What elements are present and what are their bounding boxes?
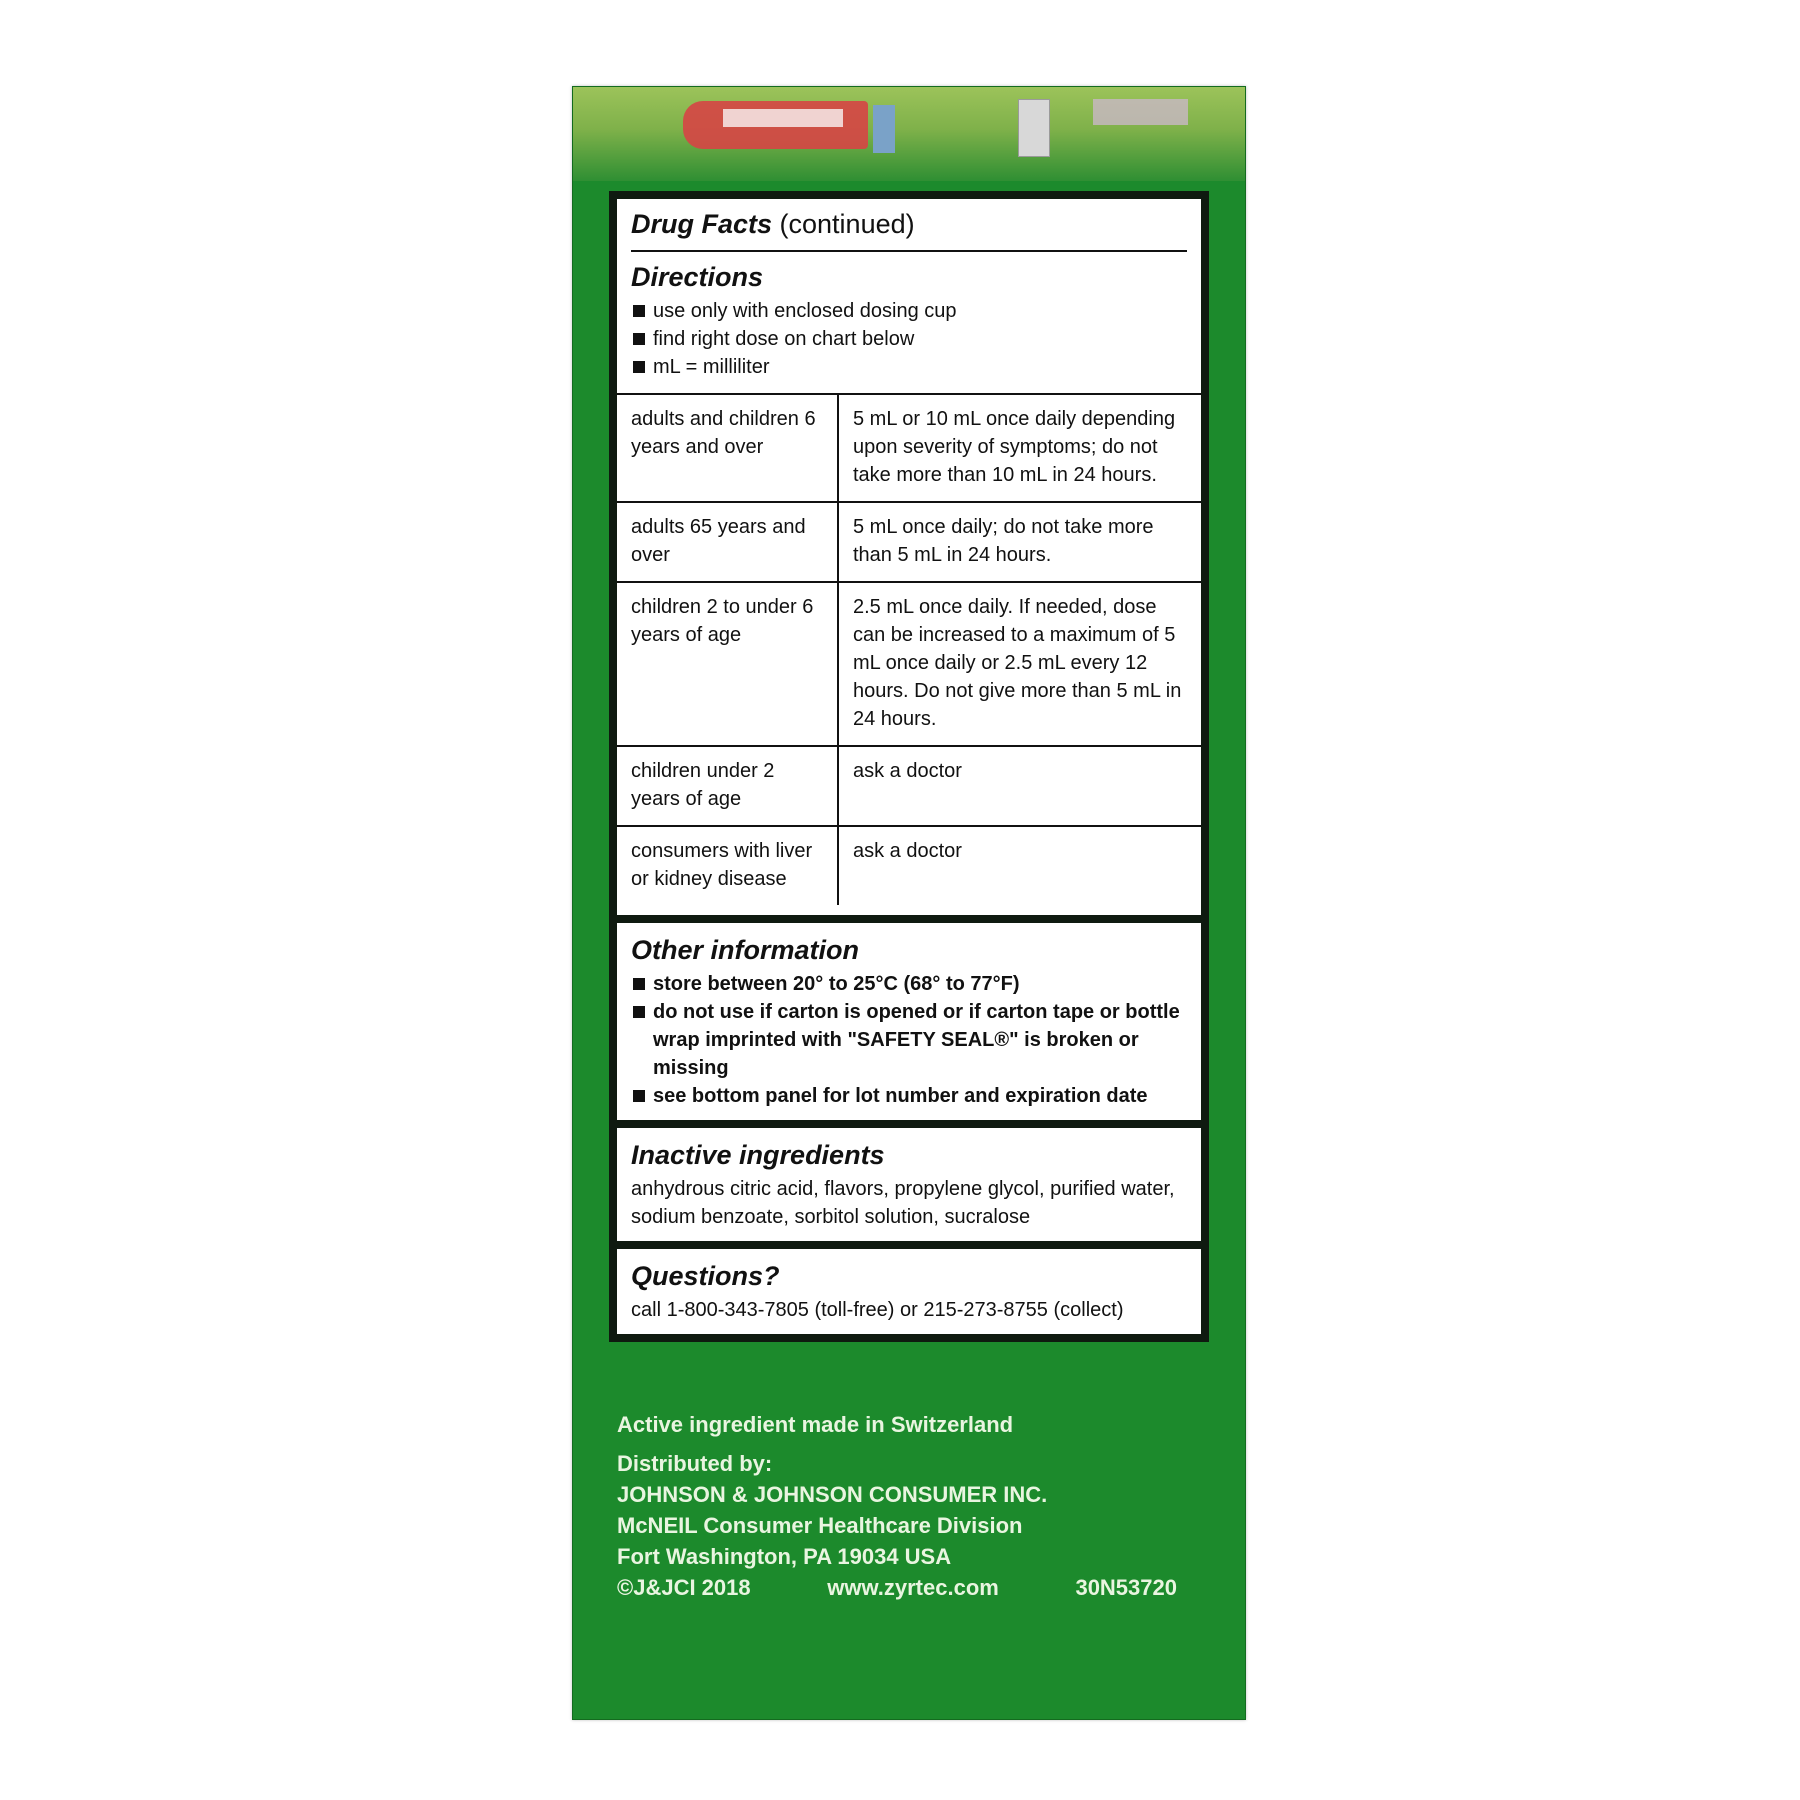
flap-sticker-graphic <box>1093 99 1188 125</box>
drug-facts-title-rest: (continued) <box>772 209 915 239</box>
drug-facts-title <box>631 209 1187 252</box>
age-group-cell: children under 2 years of age <box>617 746 838 826</box>
division-name: McNEIL Consumer Healthcare Division <box>617 1513 1023 1538</box>
other-information-bullet: see bottom panel for lot number and expiration date <box>631 1082 1187 1110</box>
medicine-box-side-panel <box>572 86 1246 1720</box>
table-row <box>617 394 1201 502</box>
directions-bullet: find right dose on chart below <box>631 325 1187 353</box>
product-code: 30N53720 <box>1075 1575 1177 1600</box>
drug-facts-title-bold: Drug Facts <box>631 209 773 239</box>
table-row <box>617 582 1201 746</box>
questions-text: call 1-800-343-7805 (toll-free) or 215-273-8755 (collect) <box>631 1299 1124 1321</box>
age-group-cell: children 2 to under 6 years of age <box>617 582 838 746</box>
website-text: www.zyrtec.com <box>827 1575 999 1600</box>
table-row <box>617 746 1201 826</box>
table-row <box>617 826 1201 905</box>
drug-facts-panel <box>609 191 1209 1342</box>
other-information-heading: Other information <box>631 935 859 965</box>
inactive-ingredients-section <box>617 1128 1201 1241</box>
table-row <box>617 502 1201 582</box>
age-group-cell: adults and children 6 years and over <box>617 394 838 502</box>
distributor-footer <box>617 1409 1217 1603</box>
distributed-by-label: Distributed by: <box>617 1451 773 1476</box>
other-information-bullet: do not use if carton is opened or if carton tape or bottle wrap imprinted with "SAFETY SEAL®" is broken or missing <box>631 998 1187 1082</box>
age-group-cell: consumers with liver or kidney disease <box>617 826 838 905</box>
inactive-ingredients-heading: Inactive ingredients <box>631 1140 885 1170</box>
box-top-flap <box>573 87 1245 181</box>
age-group-cell: adults 65 years and over <box>617 502 838 582</box>
company-address: Fort Washington, PA 19034 USA <box>617 1544 952 1569</box>
dose-cell: 2.5 mL once daily. If needed, dose can be increased to a maximum of 5 mL once daily or 2.5 mL every 12 hours. Do not give more than 5 mL in 24 hours. <box>838 582 1201 746</box>
flap-barcode-strip <box>1018 99 1050 157</box>
footer-bottom-row <box>617 1572 1177 1603</box>
origin-text: Active ingredient made in Switzerland <box>617 1412 1014 1437</box>
dosage-table <box>617 393 1201 905</box>
dose-cell: ask a doctor <box>838 746 1201 826</box>
directions-bullet: use only with enclosed dosing cup <box>631 297 1187 325</box>
inactive-ingredients-text: anhydrous citric acid, flavors, propylene glycol, purified water, sodium benzoate, sorbitol solution, sucralose <box>631 1178 1175 1228</box>
flap-blue-graphic <box>873 105 895 153</box>
company-name: JOHNSON & JOHNSON CONSUMER INC. <box>617 1482 1048 1507</box>
directions-heading: Directions <box>631 262 764 292</box>
directions-section <box>617 199 1201 915</box>
dose-cell: ask a doctor <box>838 826 1201 905</box>
copyright-text: ©J&JCI 2018 <box>617 1575 751 1600</box>
other-information-bullet: store between 20° to 25°C (68° to 77°F) <box>631 970 1187 998</box>
flap-white-graphic <box>723 109 843 127</box>
other-information-section <box>617 923 1201 1120</box>
directions-bullet: mL = milliliter <box>631 353 1187 381</box>
dose-cell: 5 mL once daily; do not take more than 5 mL in 24 hours. <box>838 502 1201 582</box>
questions-section <box>617 1249 1201 1334</box>
dose-cell: 5 mL or 10 mL once daily depending upon severity of symptoms; do not take more than 10 mL in 24 hours. <box>838 394 1201 502</box>
questions-heading: Questions? <box>631 1261 780 1291</box>
